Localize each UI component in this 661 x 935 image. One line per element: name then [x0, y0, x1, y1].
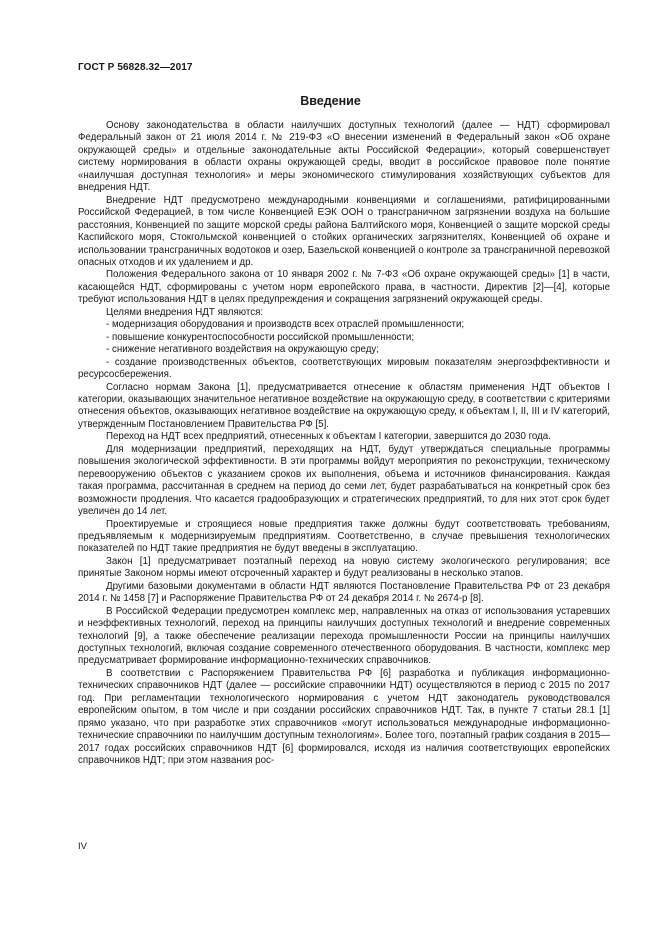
- section-title: Введение: [300, 94, 361, 108]
- list-item-goal: - снижение негативного воздействия на окружающую среду;: [106, 344, 380, 356]
- page-number: IV: [78, 841, 87, 852]
- list-item-goal: - повышение конкурентоспособности российской промышленности;: [106, 331, 415, 343]
- paragraph-conventions: Внедрение НДТ предусмотрено международными конвенциями и соглашениями, ратифицированными Российской Федерацией, в том числе Конвенцией ЕЭК ООН о трансграничном загрязнении воздуха на большие расстояния, Конвенцией по защите морской среды района Балтийского моря, Конвенцией о защите морской среды Каспийского моря, Стокгольмской конвенцией о стойких органических загрязнителях, Конвенцией об охране и использовании трансграничных водотоков и озер, Базельской конвенцией о контроле за трансграничной перевозкой опасных отходов и их удалением и др.: [78, 194, 610, 268]
- paragraph-category-one: Согласно нормам Закона [1], предусматривается отнесение к областям применения НДТ объектов I категории, оказывающих значительное негативное воздействие на окружающую среду, в соответствии с критериями отнесения объектов, оказывающих негативное воздействие на окружающую среду, к объектам I, II, III и IV категорий, утвержденным Постановлением Правительства РФ [5].: [78, 381, 610, 430]
- list-item-goal: - модернизация оборудования и производств всех отраслей промышленности;: [106, 319, 465, 331]
- paragraph-modernization-programs: Для модернизации предприятий, переходящих на НДТ, будут утверждаться специальные программы повышения экологической эффективности. В эти программы войдут мероприятия по реконструкции, техническому перевооружению объектов с указанием сроков их выполнения, объема и источников финансирования. Каждая такая программа, рассчитанная в среднем на период до семи лет, будет разрабатываться на конкретный срок без возможности продления. Что касается градообразующих и стратегических предприятий, то для них этот срок будет увеличен до 14 лет.: [78, 443, 610, 518]
- paragraph-goals-intro: Целями внедрения НДТ являются:: [106, 306, 264, 318]
- list-item-goal: - создание производственных объектов, соответствующих мировым показателям энергоэффективности и ресурсосбережения.: [78, 356, 610, 381]
- paragraph-measures: В Российской Федерации предусмотрен комплекс мер, направленных на отказ от использования устаревших и неэффективных технологий, переход на принципы наилучших доступных технологий и внедрение современных технологий [9], а также обеспечение реализации перехода промышленности России на принципы наилучших доступных технологий, включая создание современного отечественного оборудования. В частности, комплекс мер предусматривает формирование информационно-технических справочников.: [78, 605, 610, 667]
- body-text: [78, 120, 610, 768]
- paragraph-reference-books: В соответствии с Распоряжением Правительства РФ [6] разработка и публикация информационно-технических справочников НДТ (далее — российские справочники НДТ) осуществляются в период с 2015 по 2017 год. При регламентации технологического нормирования с учетом НДТ законодатель руководствовался европейским опытом, в том числе и при создании российских справочников НДТ. Так, в пункте 7 статьи 28.1 [1] прямо указано, что при разработке этих справочников «могут использоваться международные информационно-технические справочники по наилучшим доступным технологиям». Более того, поэтапный график создания в 2015—2017 годах российских справочников НДТ [6] формировался, исходя из наличия соответствующих европейских справочников НДТ; при этом названия рос-: [78, 667, 610, 767]
- paragraph-federal-law: Положения Федерального закона от 10 января 2002 г. № 7-ФЗ «Об охране окружающей среды» [1] в части, касающейся НДТ, сформированы с учетом норм европейского права, в частности, Директив [2]—[4], которые требуют использования НДТ в целях предупреждения и сокращения загрязнений окружающей среды.: [78, 269, 610, 306]
- paragraph-legal-basis: Основу законодательства в области наилучших доступных технологий (далее — НДТ) сформировал Федеральный закон от 21 июля 2014 г. № 219-ФЗ «О внесении изменений в Федеральный закон «Об охране окружающей среды» и отдельные законодательные акты Российской Федерации», который совершенствует систему нормирования в области охраны окружающей среды, вводит в российское правовое поле понятие «наилучшая доступная технология» и меры экономического стимулирования хозяйствующих субъектов для внедрения НДТ.: [78, 120, 610, 194]
- paragraph-transition-deadline: Переход на НДТ всех предприятий, отнесенных к объектам I категории, завершится до 2030 года.: [106, 431, 551, 443]
- paragraph-phased-transition: Закон [1] предусматривает поэтапный переход на новую систему экологического регулирования; все принятые Законом нормы имеют отсроченный характер и будут реализованы в несколько этапов.: [78, 555, 610, 580]
- paragraph-new-enterprises: Проектируемые и строящиеся новые предприятия также должны будут соответствовать требованиям, предъявляемым к модернизируемым предприятиям. Соответственно, в случае превышения технологических показателей по НДТ такие предприятия не будут введены в эксплуатацию.: [78, 518, 610, 555]
- paragraph-base-documents: Другими базовыми документами в области НДТ являются Постановление Правительства РФ от 23 декабря 2014 г. № 1458 [7] и Распоряжение Правительства РФ от 24 декабря 2014 г. № 2674-р [8].: [78, 580, 610, 605]
- document-header-standard-id: ГОСТ Р 56828.32—2017: [78, 62, 193, 73]
